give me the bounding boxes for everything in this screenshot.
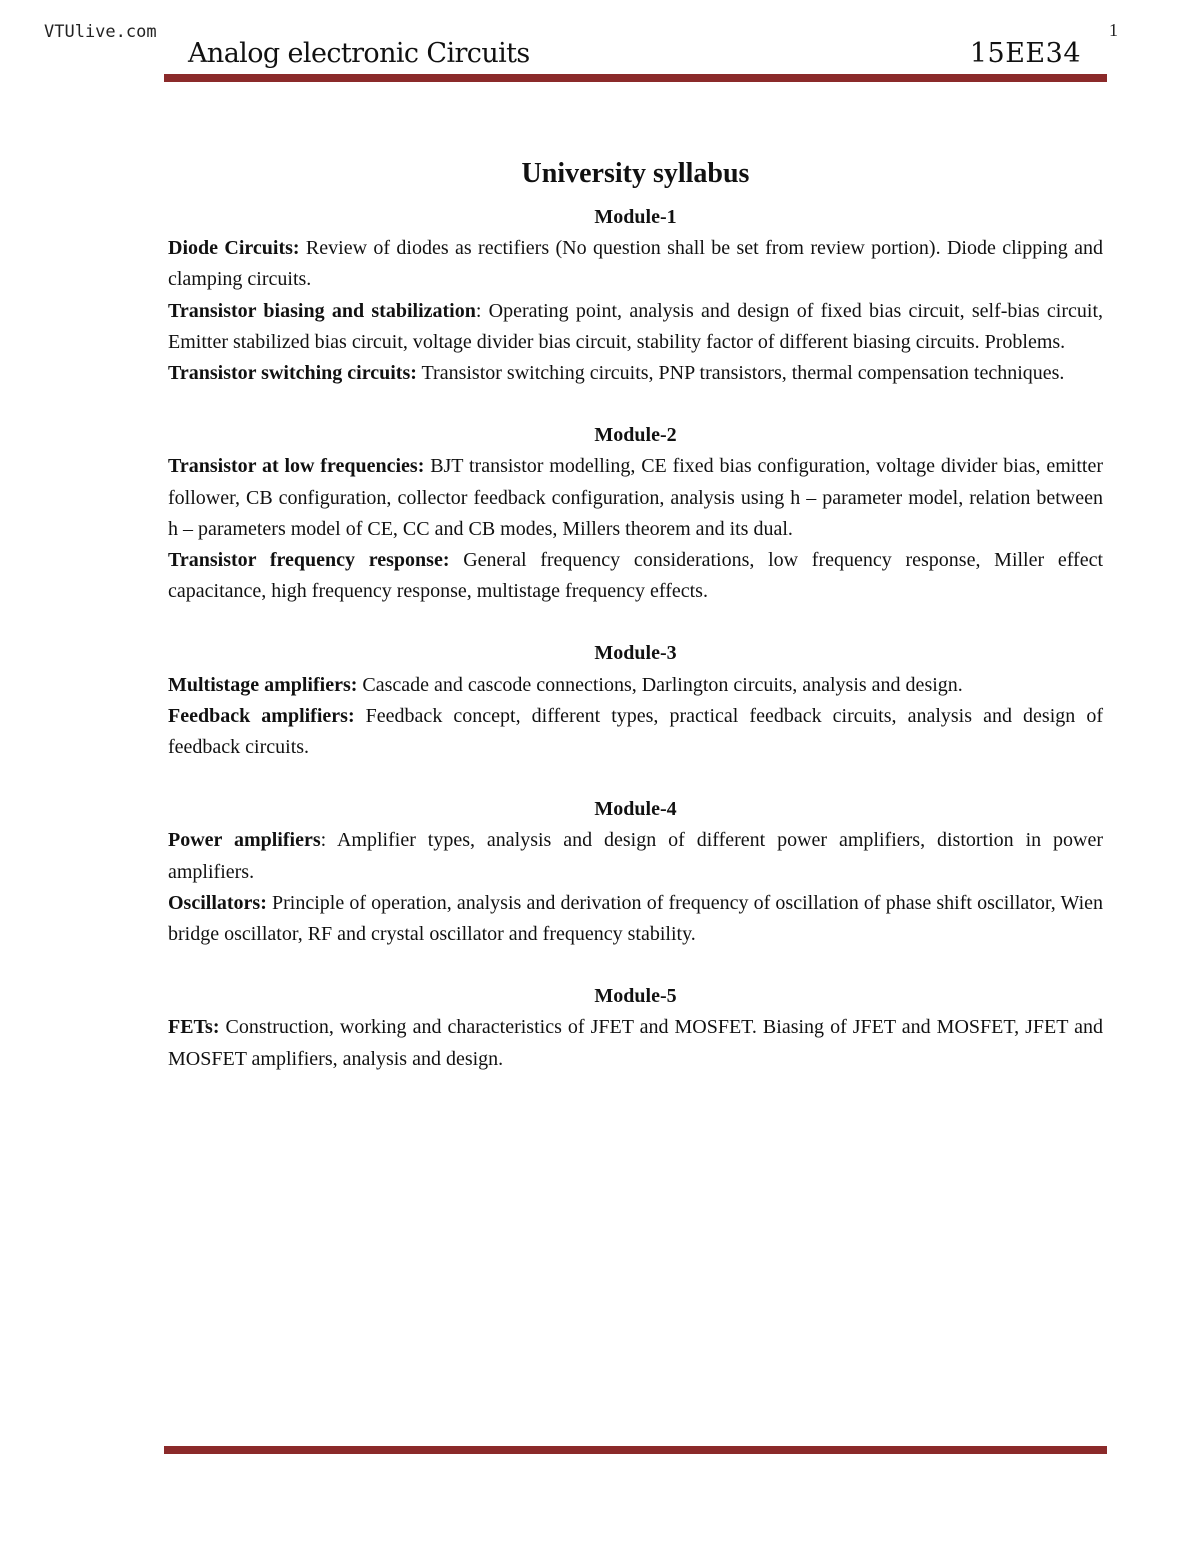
topic-label: Transistor at low frequencies: bbox=[168, 455, 425, 478]
topic-paragraph bbox=[168, 296, 1103, 358]
topic-label: Multistage amplifiers: bbox=[168, 673, 358, 696]
module-section bbox=[168, 638, 1103, 763]
topic-label: Oscillators: bbox=[168, 891, 267, 914]
header-course-code: 15EE34 bbox=[969, 38, 1081, 69]
module-heading: Module-5 bbox=[594, 985, 677, 1008]
topic-paragraph bbox=[168, 825, 1103, 887]
topic-paragraph bbox=[168, 358, 1103, 389]
watermark-text: VTUlive.com bbox=[44, 22, 157, 42]
document-title: University syllabus bbox=[521, 158, 750, 189]
topic-text: Review of diodes as rectifiers (No question shall be set from review portion). Diode clipping and clamping circuits. bbox=[168, 237, 1103, 291]
topic-text: Construction, working and characteristics of JFET and MOSFET. Biasing of JFET and MOSFET, JFET and MOSFET amplifiers, analysis and design. bbox=[168, 1016, 1103, 1070]
topic-label: Diode Circuits: bbox=[168, 237, 300, 260]
topic-label: Transistor biasing and stabilization bbox=[168, 299, 476, 322]
header-rule bbox=[164, 74, 1107, 82]
topic-label: Power amplifiers bbox=[168, 829, 321, 852]
topic-paragraph bbox=[168, 888, 1103, 950]
topic-text: Transistor switching circuits, PNP transistors, thermal compensation techniques. bbox=[416, 362, 1065, 385]
topic-text: : Operating point, analysis and design of fixed bias circuit, self-bias circuit, Emitter stabilized bias circuit, voltage divider bias circuit, stability factor of different biasing circuits. Problems. bbox=[168, 299, 1103, 353]
topic-text: BJT transistor modelling, CE fixed bias configuration, voltage divider bias, emitter follower, CB configuration, collector feedback configuration, analysis using h – parameter model, relation between h – parameters model of CE, CC and CB modes, Millers theorem and its dual. bbox=[168, 455, 1103, 540]
topic-text: : Amplifier types, analysis and design of different power amplifiers, distortion in power amplifiers. bbox=[168, 829, 1104, 883]
module-section bbox=[168, 202, 1103, 389]
topic-text: General frequency considerations, low frequency response, Miller effect capacitance, high frequency response, multistage frequency effects. bbox=[168, 549, 1104, 603]
header-title: Analog electronic Circuits bbox=[188, 38, 530, 69]
module-heading: Module-4 bbox=[594, 798, 677, 821]
topic-paragraph bbox=[168, 451, 1103, 545]
topic-text: Cascade and cascode connections, Darlington circuits, analysis and design. bbox=[357, 673, 963, 696]
topic-label: Transistor switching circuits: bbox=[168, 362, 417, 385]
module-section bbox=[168, 794, 1103, 950]
footer-rule bbox=[164, 1446, 1107, 1454]
module-section bbox=[168, 420, 1103, 607]
page-number: 1 bbox=[1109, 20, 1118, 40]
topic-paragraph bbox=[168, 701, 1103, 763]
topic-paragraph bbox=[168, 670, 1103, 701]
topic-label: FETs: bbox=[168, 1016, 220, 1039]
module-heading: Module-1 bbox=[594, 206, 677, 228]
syllabus-content bbox=[168, 152, 1103, 1106]
topic-text: Principle of operation, analysis and derivation of frequency of oscillation of phase shift oscillator, Wien bridge oscillator, RF and crystal oscillator and frequency stability. bbox=[168, 891, 1103, 946]
module-heading: Module-3 bbox=[594, 642, 677, 665]
module-section bbox=[168, 981, 1103, 1075]
topic-text: Feedback concept, different types, practical feedback circuits, analysis and design of feedback circuits. bbox=[168, 704, 1103, 759]
topic-paragraph bbox=[168, 233, 1103, 295]
topic-paragraph bbox=[168, 545, 1103, 607]
topic-label: Feedback amplifiers: bbox=[168, 704, 355, 727]
topic-label: Transistor frequency response: bbox=[168, 549, 450, 572]
module-heading: Module-2 bbox=[594, 424, 677, 447]
topic-paragraph bbox=[168, 1012, 1103, 1074]
